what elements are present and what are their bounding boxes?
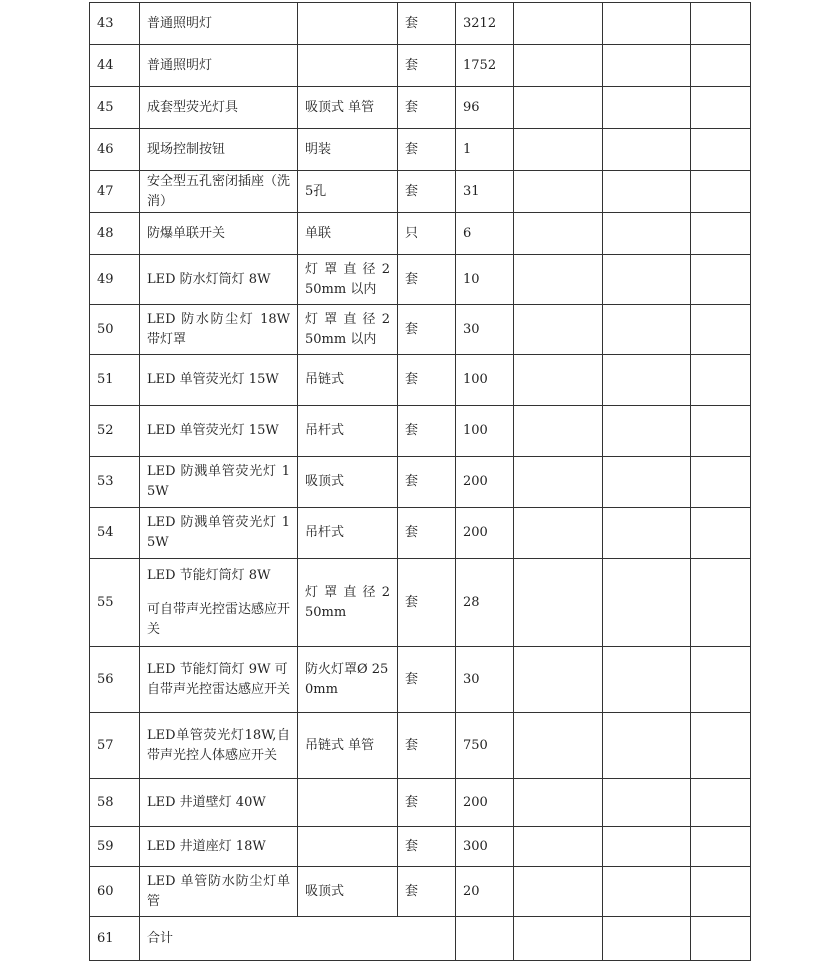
item-unit: 套 xyxy=(398,457,456,508)
row-number: 46 xyxy=(90,129,140,171)
item-spec: 吊杆式 xyxy=(298,508,398,559)
empty-cell xyxy=(691,457,751,508)
empty-cell xyxy=(514,213,603,255)
item-unit: 套 xyxy=(398,713,456,779)
empty-cell xyxy=(514,87,603,129)
item-qty: 200 xyxy=(456,779,514,827)
row-number: 53 xyxy=(90,457,140,508)
item-spec: 吊链式 单管 xyxy=(298,713,398,779)
item-qty: 100 xyxy=(456,355,514,406)
item-unit: 套 xyxy=(398,406,456,457)
item-name: 安全型五孔密闭插座（洗消） xyxy=(140,171,298,213)
item-unit: 套 xyxy=(398,45,456,87)
row-number: 55 xyxy=(90,559,140,647)
item-spec: 灯 罩 直 径 250mm 以内 xyxy=(298,255,398,305)
item-unit: 套 xyxy=(398,171,456,213)
empty-cell xyxy=(514,406,603,457)
table-row xyxy=(90,779,751,827)
item-qty: 1 xyxy=(456,129,514,171)
item-name: 普通照明灯 xyxy=(140,3,298,45)
table-row xyxy=(90,867,751,917)
item-qty: 100 xyxy=(456,406,514,457)
item-unit: 套 xyxy=(398,87,456,129)
empty-cell xyxy=(691,213,751,255)
empty-cell xyxy=(514,827,603,867)
empty-cell xyxy=(603,867,691,917)
item-qty: 1752 xyxy=(456,45,514,87)
item-unit: 套 xyxy=(398,305,456,355)
total-label: 合计 xyxy=(140,917,456,961)
item-name: LED单管荧光灯18W,自带声光控人体感应开关 xyxy=(140,713,298,779)
item-qty: 20 xyxy=(456,867,514,917)
empty-cell xyxy=(514,508,603,559)
empty-cell xyxy=(514,647,603,713)
table-row xyxy=(90,457,751,508)
row-number: 48 xyxy=(90,213,140,255)
empty-cell xyxy=(514,3,603,45)
item-unit: 套 xyxy=(398,827,456,867)
row-number: 61 xyxy=(90,917,140,961)
row-number: 43 xyxy=(90,3,140,45)
empty-cell xyxy=(514,355,603,406)
empty-cell xyxy=(691,779,751,827)
item-spec: 防火灯罩Ø 250mm xyxy=(298,647,398,713)
item-unit: 套 xyxy=(398,647,456,713)
line-gap xyxy=(147,586,290,600)
empty-cell xyxy=(603,457,691,508)
table-row xyxy=(90,255,751,305)
empty-cell xyxy=(603,87,691,129)
item-qty: 300 xyxy=(456,827,514,867)
empty-cell xyxy=(603,171,691,213)
row-number: 51 xyxy=(90,355,140,406)
empty-cell xyxy=(691,867,751,917)
item-unit: 只 xyxy=(398,213,456,255)
item-qty: 10 xyxy=(456,255,514,305)
empty-cell xyxy=(691,559,751,647)
empty-cell xyxy=(514,305,603,355)
item-qty: 3212 xyxy=(456,3,514,45)
item-name: LED 节能灯筒灯 9W 可自带声光控雷达感应开关 xyxy=(140,647,298,713)
row-number: 56 xyxy=(90,647,140,713)
item-spec: 5孔 xyxy=(298,171,398,213)
item-spec: 单联 xyxy=(298,213,398,255)
empty-cell xyxy=(514,559,603,647)
table-row xyxy=(90,305,751,355)
empty-cell xyxy=(514,45,603,87)
item-name: LED 井道座灯 18W xyxy=(140,827,298,867)
empty-cell xyxy=(514,255,603,305)
table-row xyxy=(90,87,751,129)
empty-cell xyxy=(691,305,751,355)
table-row xyxy=(90,827,751,867)
empty-cell xyxy=(603,713,691,779)
table-row xyxy=(90,508,751,559)
empty-cell xyxy=(603,129,691,171)
item-unit: 套 xyxy=(398,779,456,827)
item-spec: 吸顶式 单管 xyxy=(298,87,398,129)
table-row xyxy=(90,3,751,45)
table-row xyxy=(90,129,751,171)
item-name: 普通照明灯 xyxy=(140,45,298,87)
table-row xyxy=(90,647,751,713)
empty-cell xyxy=(691,45,751,87)
item-unit: 套 xyxy=(398,508,456,559)
item-name: 防爆单联开关 xyxy=(140,213,298,255)
empty-cell xyxy=(514,867,603,917)
item-unit: 套 xyxy=(398,129,456,171)
empty-cell xyxy=(691,3,751,45)
item-spec: 吊杆式 xyxy=(298,406,398,457)
bill-of-materials-table xyxy=(89,2,751,961)
table-row xyxy=(90,559,751,647)
item-spec xyxy=(298,3,398,45)
item-name: LED 防水防尘灯 18W 带灯罩 xyxy=(140,305,298,355)
item-qty: 28 xyxy=(456,559,514,647)
empty-cell xyxy=(691,647,751,713)
table-row xyxy=(90,713,751,779)
empty-cell xyxy=(603,508,691,559)
item-spec: 明装 xyxy=(298,129,398,171)
item-name: LED 防水灯筒灯 8W xyxy=(140,255,298,305)
item-qty: 96 xyxy=(456,87,514,129)
item-unit: 套 xyxy=(398,255,456,305)
empty-cell xyxy=(691,87,751,129)
item-spec: 吊链式 xyxy=(298,355,398,406)
item-qty: 200 xyxy=(456,508,514,559)
empty-cell xyxy=(603,355,691,406)
item-name: LED 井道壁灯 40W xyxy=(140,779,298,827)
empty-cell xyxy=(603,647,691,713)
table-row xyxy=(90,213,751,255)
item-spec xyxy=(298,45,398,87)
row-number: 57 xyxy=(90,713,140,779)
empty-cell xyxy=(514,779,603,827)
empty-cell xyxy=(603,406,691,457)
item-name: LED 单管荧光灯 15W xyxy=(140,355,298,406)
empty-cell xyxy=(603,255,691,305)
item-qty: 31 xyxy=(456,171,514,213)
row-number: 60 xyxy=(90,867,140,917)
row-number: 50 xyxy=(90,305,140,355)
item-name: LED 防溅单管荧光灯 15W xyxy=(140,457,298,508)
empty-cell xyxy=(603,3,691,45)
empty-cell xyxy=(691,255,751,305)
item-qty: 750 xyxy=(456,713,514,779)
item-spec xyxy=(298,827,398,867)
item-name: LED 防溅单管荧光灯 15W xyxy=(140,508,298,559)
row-number: 45 xyxy=(90,87,140,129)
item-unit: 套 xyxy=(398,355,456,406)
item-name: 成套型荧光灯具 xyxy=(140,87,298,129)
empty-cell xyxy=(603,559,691,647)
row-number: 49 xyxy=(90,255,140,305)
item-spec: 灯 罩 直 径 250mm xyxy=(298,559,398,647)
item-name: LED 单管防水防尘灯单管 xyxy=(140,867,298,917)
empty-cell xyxy=(691,406,751,457)
item-name: LED 节能灯筒灯 8W xyxy=(147,567,271,583)
row-number: 58 xyxy=(90,779,140,827)
empty-cell xyxy=(691,171,751,213)
row-number: 47 xyxy=(90,171,140,213)
empty-cell xyxy=(514,457,603,508)
item-qty: 30 xyxy=(456,647,514,713)
row-number: 59 xyxy=(90,827,140,867)
empty-cell xyxy=(691,508,751,559)
item-name: 现场控制按钮 xyxy=(140,129,298,171)
item-spec: 灯 罩 直 径 250mm 以内 xyxy=(298,305,398,355)
item-unit: 套 xyxy=(398,559,456,647)
item-unit: 套 xyxy=(398,3,456,45)
item-name-cell xyxy=(140,559,298,647)
item-name: LED 单管荧光灯 15W xyxy=(140,406,298,457)
row-number: 52 xyxy=(90,406,140,457)
empty-cell xyxy=(603,213,691,255)
empty-cell xyxy=(603,305,691,355)
table-row xyxy=(90,406,751,457)
item-spec: 吸顶式 xyxy=(298,867,398,917)
item-spec: 吸顶式 xyxy=(298,457,398,508)
item-unit: 套 xyxy=(398,867,456,917)
item-qty: 30 xyxy=(456,305,514,355)
item-name-extra: 可自带声光控雷达感应开关 xyxy=(147,601,291,637)
empty-cell xyxy=(691,827,751,867)
empty-cell xyxy=(603,45,691,87)
empty-cell xyxy=(691,355,751,406)
empty-cell xyxy=(691,129,751,171)
item-qty: 6 xyxy=(456,213,514,255)
table-row xyxy=(90,171,751,213)
table-row xyxy=(90,45,751,87)
empty-cell xyxy=(514,129,603,171)
empty-cell xyxy=(514,713,603,779)
empty-cell xyxy=(603,827,691,867)
item-spec xyxy=(298,779,398,827)
empty-cell xyxy=(514,171,603,213)
empty-cell xyxy=(691,713,751,779)
table-row xyxy=(90,355,751,406)
empty-cell xyxy=(603,779,691,827)
item-qty: 200 xyxy=(456,457,514,508)
row-number: 54 xyxy=(90,508,140,559)
row-number: 44 xyxy=(90,45,140,87)
